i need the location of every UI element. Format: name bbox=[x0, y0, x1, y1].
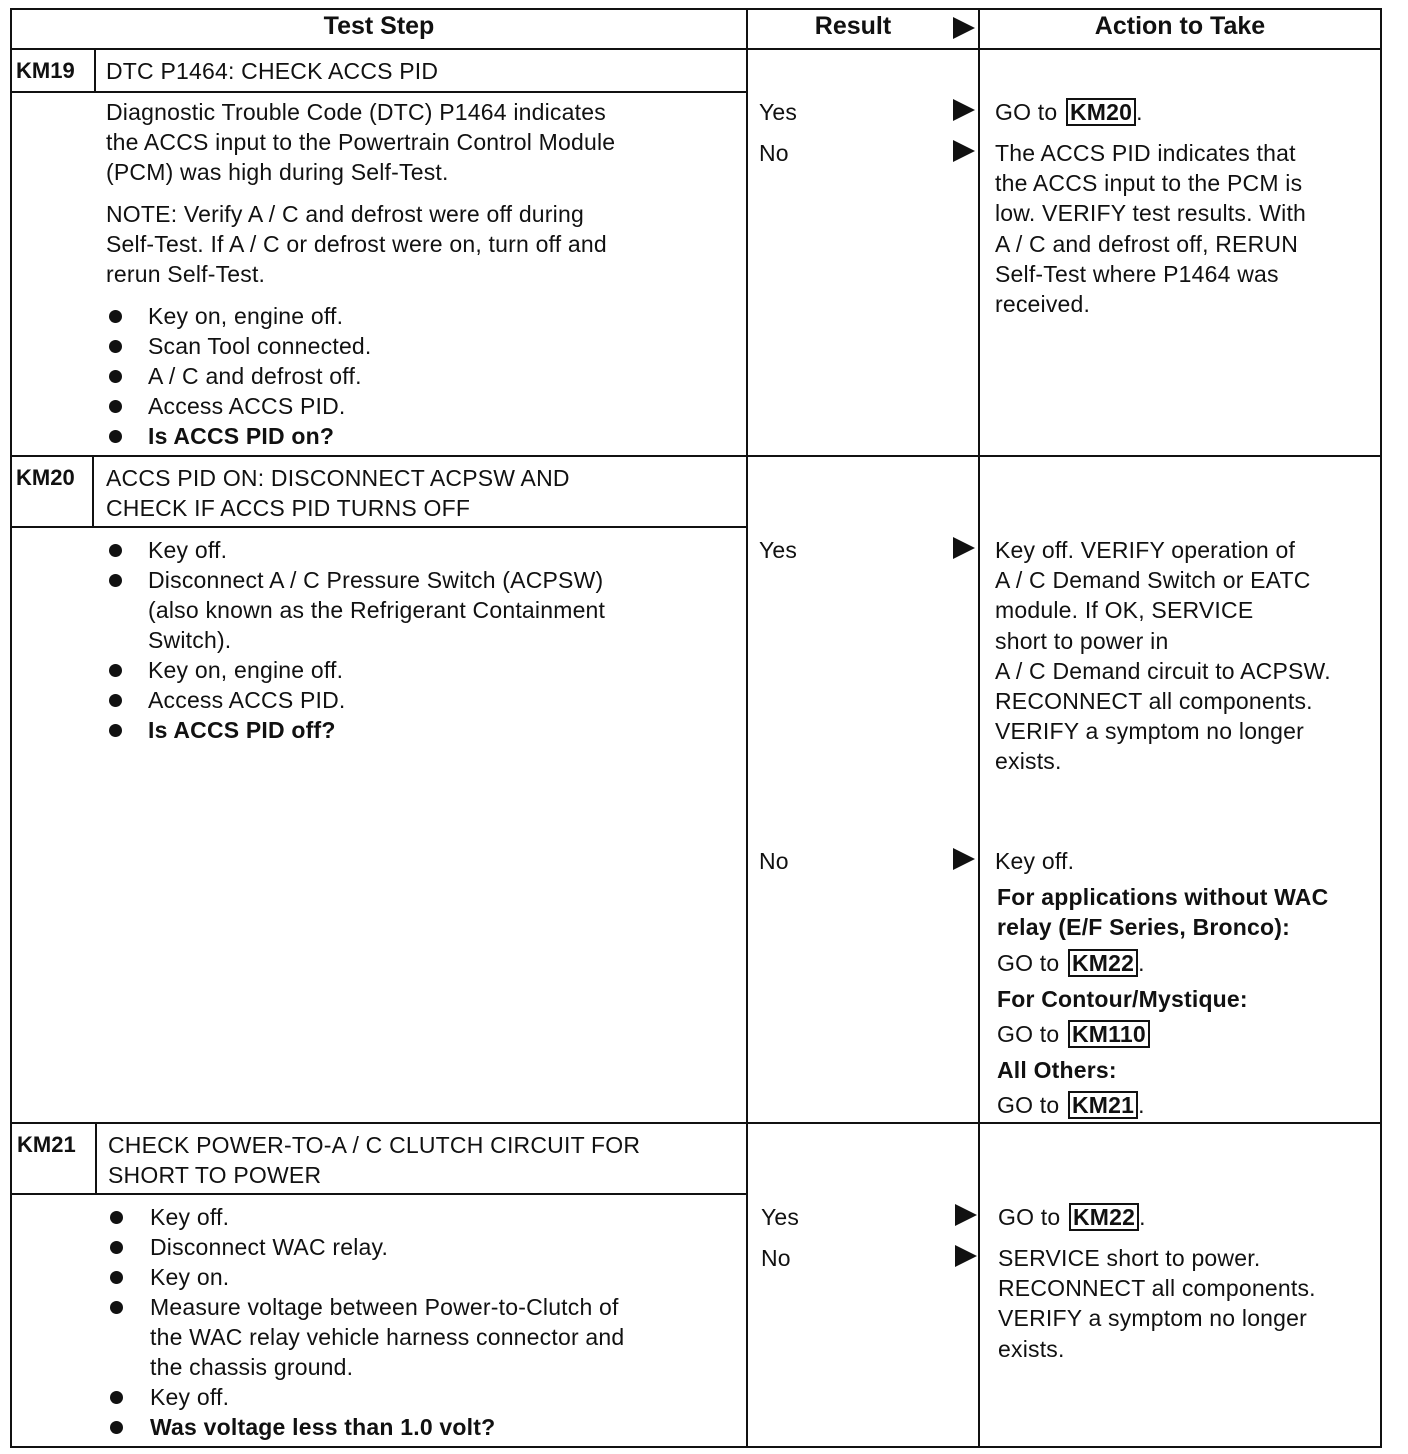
action-line: VERIFY a symptom no longer bbox=[998, 1305, 1308, 1332]
heading-line: relay (E/F Series, Bronco): bbox=[997, 914, 1290, 941]
action-line: A / C and defrost off, RERUN bbox=[995, 230, 1299, 257]
action-line: the ACCS input to the PCM is bbox=[995, 170, 1303, 197]
km20-step: Key off. bbox=[148, 537, 228, 563]
table-border-left bbox=[10, 8, 12, 1448]
km21-title-line: SHORT TO POWER bbox=[108, 1162, 322, 1189]
arrow-icon bbox=[953, 99, 975, 121]
km19-title: DTC P1464: CHECK ACCS PID bbox=[106, 58, 439, 84]
goto-text: GO to bbox=[997, 950, 1060, 976]
km19-note-line: rerun Self-Test. bbox=[106, 261, 266, 288]
action-line: module. If OK, SERVICE bbox=[995, 597, 1254, 624]
km20-step: Key on, engine off. bbox=[148, 657, 344, 683]
ref-km22-link[interactable]: KM22 bbox=[1068, 949, 1138, 977]
km19-result-yes: Yes bbox=[759, 99, 798, 125]
ref-km21-link[interactable]: KM21 bbox=[1068, 1091, 1138, 1119]
km19-desc-line: the ACCS input to the Powertrain Control Module bbox=[106, 129, 616, 156]
arrow-icon bbox=[955, 1245, 977, 1267]
header-action: Action to Take bbox=[1094, 12, 1266, 40]
km21-step-line: the chassis ground. bbox=[150, 1354, 354, 1381]
km19-id-divider bbox=[94, 48, 96, 92]
km21-title bbox=[108, 1130, 640, 1190]
km19-step: Key on, engine off. bbox=[148, 303, 344, 329]
period: . bbox=[1136, 99, 1143, 125]
km21-title-line: CHECK POWER-TO-A / C CLUTCH CIRCUIT FOR bbox=[108, 1132, 641, 1158]
km20-no-goto-km22 bbox=[997, 948, 1145, 978]
action-line: short to power in bbox=[995, 627, 1169, 654]
goto-text: GO to bbox=[997, 1021, 1060, 1047]
bullet-icon bbox=[109, 430, 122, 443]
action-line: SERVICE short to power. bbox=[998, 1245, 1261, 1271]
km21-no-action bbox=[998, 1243, 1316, 1364]
table-border-right bbox=[1380, 8, 1382, 1448]
action-line: RECONNECT all components. bbox=[998, 1275, 1316, 1302]
km21-step: Key off. bbox=[150, 1204, 230, 1230]
action-line: A / C Demand Switch or EATC bbox=[995, 567, 1311, 594]
bullet-icon bbox=[109, 574, 122, 587]
km21-step-question: Was voltage less than 1.0 volt? bbox=[150, 1414, 496, 1440]
km20-yes-action bbox=[995, 535, 1331, 777]
action-line: exists. bbox=[998, 1335, 1065, 1362]
action-line: Self-Test where P1464 was bbox=[995, 260, 1279, 287]
column-divider-result bbox=[746, 8, 748, 1448]
km21-step-line: the WAC relay vehicle harness connector and bbox=[150, 1324, 625, 1351]
km19-desc-line: Diagnostic Trouble Code (DTC) P1464 indicates bbox=[106, 99, 606, 125]
km21-title-bottom bbox=[10, 1193, 746, 1195]
km21-result-yes: Yes bbox=[761, 1204, 800, 1230]
km20-id: KM20 bbox=[16, 465, 75, 490]
km21-step: Disconnect WAC relay. bbox=[150, 1234, 389, 1260]
section-divider-km20 bbox=[10, 455, 1382, 457]
bullet-icon bbox=[109, 544, 122, 557]
section-divider-km21 bbox=[10, 1122, 1382, 1124]
bullet-icon bbox=[109, 370, 122, 383]
km20-no-heading-contour: For Contour/Mystique: bbox=[997, 986, 1248, 1012]
km20-no-heading-wac bbox=[997, 882, 1328, 942]
km21-id-divider bbox=[95, 1123, 97, 1195]
km21-step-line: Measure voltage between Power-to-Clutch of bbox=[150, 1294, 619, 1320]
km19-desc-line: (PCM) was high during Self-Test. bbox=[106, 159, 449, 186]
km19-no-action bbox=[995, 138, 1306, 319]
km19-step: A / C and defrost off. bbox=[148, 363, 362, 389]
km20-title-line: ACCS PID ON: DISCONNECT ACPSW AND bbox=[106, 465, 570, 491]
km20-title bbox=[106, 463, 570, 523]
bullet-icon bbox=[110, 1211, 123, 1224]
km20-step-line: Switch). bbox=[148, 627, 232, 654]
km19-description bbox=[106, 97, 615, 188]
arrow-icon bbox=[953, 848, 975, 870]
km20-no-heading-others: All Others: bbox=[997, 1057, 1117, 1083]
ref-km110-link[interactable]: KM110 bbox=[1068, 1020, 1150, 1048]
action-line: received. bbox=[995, 291, 1091, 318]
km20-no-goto-km21 bbox=[997, 1090, 1145, 1120]
km20-title-line: CHECK IF ACCS PID TURNS OFF bbox=[106, 495, 471, 522]
header-divider bbox=[10, 48, 1382, 50]
km19-title-bottom bbox=[10, 91, 746, 93]
heading-line: For applications without WAC bbox=[997, 884, 1329, 910]
km20-id-divider bbox=[92, 456, 94, 528]
km20-no-key-off: Key off. bbox=[995, 848, 1075, 874]
bullet-icon bbox=[109, 400, 122, 413]
km19-id: KM19 bbox=[16, 58, 75, 83]
bullet-icon bbox=[110, 1301, 123, 1314]
action-line: VERIFY a symptom no longer bbox=[995, 718, 1305, 745]
ref-km20-link[interactable]: KM20 bbox=[1066, 98, 1136, 126]
km19-note-line: NOTE: Verify A / C and defrost were off during bbox=[106, 201, 584, 227]
goto-text: GO to bbox=[998, 1204, 1061, 1230]
arrow-icon bbox=[953, 140, 975, 162]
bullet-icon bbox=[110, 1271, 123, 1284]
km19-step: Scan Tool connected. bbox=[148, 333, 372, 359]
action-line: Key off. VERIFY operation of bbox=[995, 537, 1296, 563]
action-line: RECONNECT all components. bbox=[995, 688, 1313, 715]
table-border-bottom bbox=[10, 1446, 1382, 1448]
period: . bbox=[1138, 1092, 1145, 1118]
arrow-icon bbox=[953, 537, 975, 559]
bullet-icon bbox=[109, 664, 122, 677]
km21-step: Key off. bbox=[150, 1384, 230, 1410]
ref-km22-link[interactable]: KM22 bbox=[1069, 1203, 1139, 1231]
km19-result-no: No bbox=[759, 140, 789, 166]
km20-result-no: No bbox=[759, 848, 789, 874]
bullet-icon bbox=[110, 1421, 123, 1434]
action-line: The ACCS PID indicates that bbox=[995, 140, 1296, 166]
column-divider-action bbox=[978, 8, 980, 1448]
bullet-icon bbox=[109, 340, 122, 353]
km19-note bbox=[106, 199, 607, 290]
km21-result-no: No bbox=[761, 1245, 791, 1271]
period: . bbox=[1138, 950, 1145, 976]
header-arrow-icon bbox=[953, 17, 975, 39]
km20-title-bottom bbox=[10, 526, 746, 528]
km20-step-question: Is ACCS PID off? bbox=[148, 717, 336, 743]
km20-step-line: Disconnect A / C Pressure Switch (ACPSW) bbox=[148, 567, 604, 593]
km19-note-line: Self-Test. If A / C or defrost were on, turn off and bbox=[106, 231, 607, 258]
km20-step: Access ACCS PID. bbox=[148, 687, 346, 713]
km21-id: KM21 bbox=[17, 1132, 76, 1157]
bullet-icon bbox=[109, 310, 122, 323]
km19-step: Access ACCS PID. bbox=[148, 393, 346, 419]
bullet-icon bbox=[109, 694, 122, 707]
goto-text: GO to bbox=[995, 99, 1058, 125]
km20-step-line: (also known as the Refrigerant Containment bbox=[148, 597, 606, 624]
km20-result-yes: Yes bbox=[759, 537, 798, 563]
bullet-icon bbox=[110, 1241, 123, 1254]
action-line: low. VERIFY test results. With bbox=[995, 200, 1307, 227]
arrow-icon bbox=[955, 1204, 977, 1226]
header-result: Result bbox=[814, 12, 892, 40]
table-border-top bbox=[10, 8, 1382, 10]
goto-text: GO to bbox=[997, 1092, 1060, 1118]
action-line: exists. bbox=[995, 748, 1062, 775]
km20-step bbox=[148, 565, 605, 656]
km21-step: Key on. bbox=[150, 1264, 230, 1290]
km19-yes-action bbox=[995, 97, 1143, 127]
km19-step-question: Is ACCS PID on? bbox=[148, 423, 335, 449]
period: . bbox=[1139, 1204, 1146, 1230]
km20-no-goto-km110 bbox=[997, 1019, 1150, 1049]
km21-yes-action bbox=[998, 1202, 1146, 1232]
bullet-icon bbox=[110, 1391, 123, 1404]
header-test-step: Test Step bbox=[323, 12, 435, 40]
action-line: A / C Demand circuit to ACPSW. bbox=[995, 657, 1331, 684]
bullet-icon bbox=[109, 724, 122, 737]
km21-step bbox=[150, 1292, 624, 1383]
